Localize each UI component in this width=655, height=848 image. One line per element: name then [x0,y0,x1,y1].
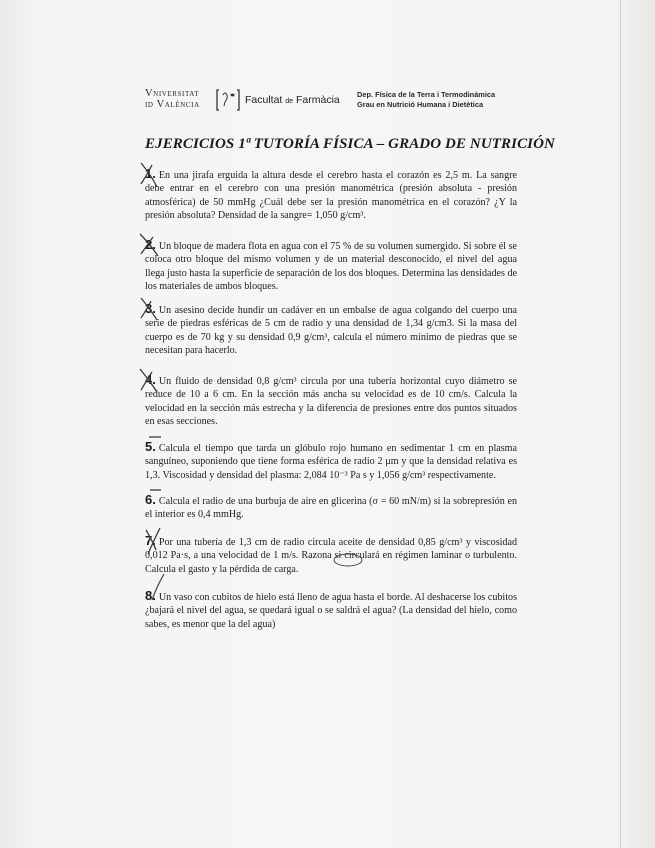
exercise-6 [145,493,517,522]
page-edge [620,0,621,848]
faculty-name [245,94,340,106]
exercise-text: Calcula el tiempo que tarda un glóbulo rojo humano en sedimentar 1 cm en plasma sanguíneo, suponiendo que tiene forma esférica de radio 2 μm y que la densidad relativa es 1,3. Viscosidad y densidad del plasma: 2,084 10⁻³ Pa s y 1,056 g/cm³ respectivamente. [145,443,517,481]
university-emblem-icon [216,89,240,111]
exercise-5 [145,440,517,482]
department-info [357,90,495,109]
document-title: EJERCICIOS 1ª TUTORÍA FÍSICA – GRADO DE NUTRICIÓN [145,136,555,152]
exercise-text: Un asesino decide hundir un cadáver en un embalse de agua colgando del cuerpo una serie de piedras esféricas de 5 cm de radio y una densidad de 1,34 g/cm3. Si la masa del cuerpo es de 70 kg y su densidad 0,9 g/cm³, calcula el número mínimo de piedras que se necesitan para hacerlo. [145,305,517,356]
university-logo [145,88,200,110]
exercise-number: 5. [145,439,156,454]
exercise-number: 1. [145,166,156,181]
exercise-number: 3. [145,301,156,316]
department-line2: Grau en Nutrició Humana i Dietètica [357,99,484,109]
exercise-number: 7. [145,533,156,548]
faculty-label: Farmàcia [296,94,340,106]
exercise-4 [145,373,517,428]
exercise-3 [145,302,517,357]
exercise-text: Un vaso con cubitos de hielo está lleno de agua hasta el borde. Al deshacerse los cubitos ¿bajará el nivel del agua, se quedará igual o se saldrá el agua? (La densidad del hielo, como sabes, es menor que la del agua) [145,592,517,630]
university-name-line1: Vniversitat [145,88,200,99]
department-line1: Dep. Física de la Terra i Termodinàmica [357,90,496,99]
exercise-number: 8. [145,588,156,603]
exercise-text: Calcula el radio de una burbuja de aire en glicerina (σ = 60 mN/m) si la sobrepresión en el interior es 0,4 mmHg. [145,496,517,521]
exercise-number: 2. [145,237,156,252]
exercise-1 [145,167,517,222]
faculty-de: de [285,98,294,105]
exercise-text: Por una tubería de 1,3 cm de radio circula aceite de densidad 0,85 g/cm³ y viscosidad 0,012 Pa·s, a una velocidad de 1 m/s. Razona si circulará en régimen laminar o turbulento. Calcula el gasto y la pérdida de carga. [145,537,517,575]
exercise-text: Un bloque de madera flota en agua con el 75 % de su volumen sumergido. Si sobre él se coloca otro bloque del mismo volumen y de un material desconocido, el nivel del agua llega justo hasta la superficie de separación de los dos bloques. Determina las densidades de los materiales de ambos bloques. [145,241,517,292]
university-name-line2: id València [145,99,200,110]
exercise-number: 4. [145,372,156,387]
faculty-prefix: Facultat [245,94,283,106]
exercise-number: 6. [145,492,156,507]
exercise-7 [145,534,517,576]
exercise-8 [145,589,517,631]
exercise-2 [145,238,517,293]
exercise-text: Un fluido de densidad 0,8 g/cm³ circula por una tubería horizontal cuyo diámetro se reduce de 10 a 6 cm. En la sección más ancha su velocidad es de 10 cm/s. Calcula la velocidad en la sección más estrecha y la diferencia de presiones entre dos puntos situados en esas secciones. [145,376,517,427]
exercise-text: En una jirafa erguida la altura desde el cerebro hasta el corazón es 2,5 m. La sangre debe entrar en el cerebro con una presión manométrica (presión absoluta - presión atmosférica) de 50 mmHg ¿Cuál debe ser la presión manométrica en el corazón? ¿Y la presión absoluta? Densidad de la sangre= 1,050 g/cm³. [145,170,517,221]
document-header [145,88,525,118]
